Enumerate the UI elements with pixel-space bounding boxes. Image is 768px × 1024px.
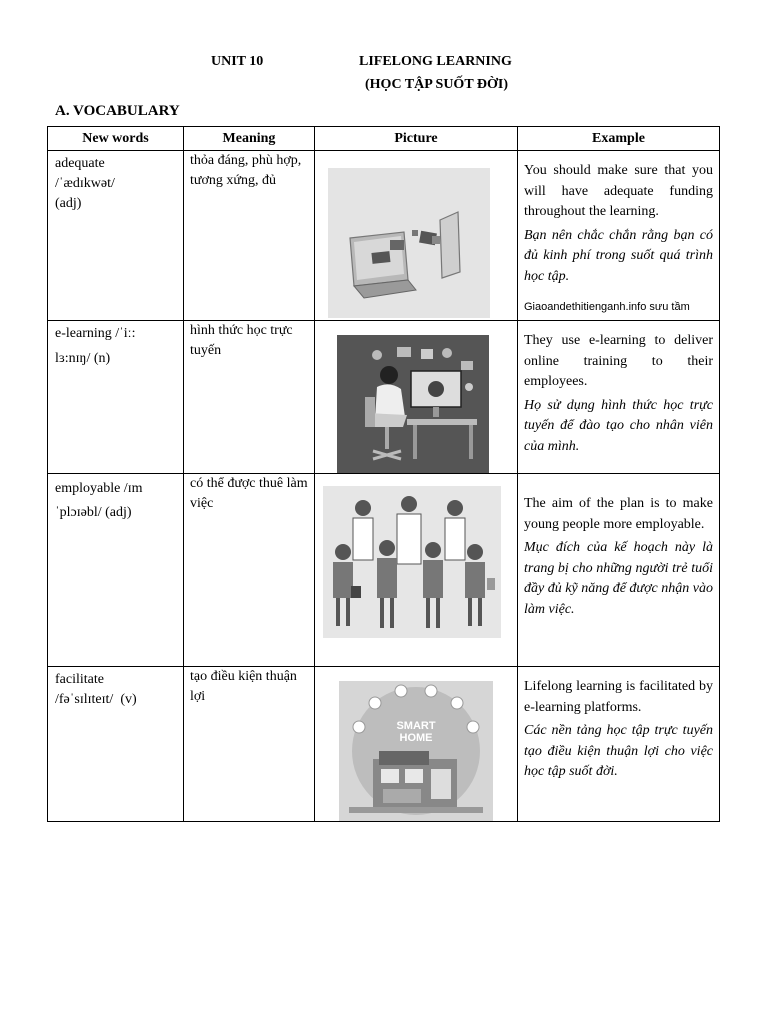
page-title: LIFELONG LEARNING	[359, 54, 512, 69]
column-header: New words	[48, 127, 184, 151]
word-pronunciation: /fəˈsɪlɪteɪt/ (v)	[55, 692, 137, 707]
example-english: They use e-learning to deliver online training to their employees.	[524, 333, 713, 389]
table-row	[48, 321, 720, 474]
smart-home-label: HOME	[399, 732, 433, 744]
meaning-cell: thỏa đáng, phù hợp, tương xứng, đủ	[184, 151, 315, 321]
meaning-cell: có thể được thuê làm việc	[184, 474, 315, 667]
picture-cell	[315, 321, 518, 474]
example-cell	[518, 321, 720, 474]
example-vietnamese: Các nền tảng học tập trực tuyến tạo điều kiện thuận lợi cho việc học tập suốt đời.	[524, 723, 713, 779]
word-text: adequate	[55, 156, 105, 171]
smart-home-illustration-icon	[339, 681, 493, 821]
example-vietnamese: Mục đích của kế hoạch này là trang bị cho những người trẻ tuổi đầy đủ kỹ năng để được nhận vào làm việc.	[524, 540, 713, 617]
meaning-cell: tạo điều kiện thuận lợi	[184, 667, 315, 822]
example-cell	[518, 474, 720, 667]
section-heading: A. VOCABULARY	[55, 103, 180, 119]
table-row	[48, 474, 720, 667]
word-text: e-learning /ˈiː:	[55, 326, 136, 341]
word-cell	[48, 321, 184, 474]
word-text: facilitate	[55, 672, 104, 687]
word-pronunciation: ˈplɔɪəbl/ (adj)	[55, 505, 132, 520]
meaning-cell: hình thức học trực tuyến	[184, 321, 315, 474]
smart-home-label: SMART	[396, 720, 436, 732]
word-pronunciation: lɜ:nɪŋ/ (n)	[55, 351, 111, 366]
table-row	[48, 667, 720, 822]
page-subtitle: (HỌC TẬP SUỐT ĐỜI)	[365, 77, 509, 92]
example-cell	[518, 151, 720, 321]
picture-cell	[315, 667, 518, 822]
watermark-text: Giaoandethitienganh.info sưu tầm	[524, 301, 690, 313]
example-vietnamese: Bạn nên chắc chắn rằng bạn có đủ kinh phí trong suốt quá trình học tập.	[524, 227, 713, 284]
example-english: You should make sure that you will have adequate funding throughout the learning.	[524, 163, 713, 219]
column-header: Example	[518, 127, 720, 151]
table-header-row	[48, 127, 720, 151]
column-header: Picture	[315, 127, 518, 151]
word-cell	[48, 474, 184, 667]
table-row	[48, 151, 720, 321]
word-cell	[48, 151, 184, 321]
picture-cell	[315, 151, 518, 321]
column-header: Meaning	[184, 127, 315, 151]
example-english: Lifelong learning is facilitated by e-learning platforms.	[524, 679, 713, 715]
business-people-illustration-icon	[323, 486, 501, 638]
example-cell	[518, 667, 720, 822]
example-english: The aim of the plan is to make young people more employable.	[524, 496, 713, 532]
word-cell	[48, 667, 184, 822]
online-learning-illustration-icon	[337, 335, 489, 473]
example-vietnamese: Họ sử dụng hình thức học trực tuyến để đào tạo cho nhân viên của mình.	[524, 397, 713, 454]
unit-label: UNIT 10	[211, 54, 264, 69]
vocabulary-table	[47, 126, 720, 822]
word-pronunciation: /ˈædɪkwət/ (adj)	[55, 176, 115, 211]
laptop-illustration-icon	[328, 168, 490, 318]
picture-cell	[315, 474, 518, 667]
word-text: employable /ɪm	[55, 481, 143, 496]
